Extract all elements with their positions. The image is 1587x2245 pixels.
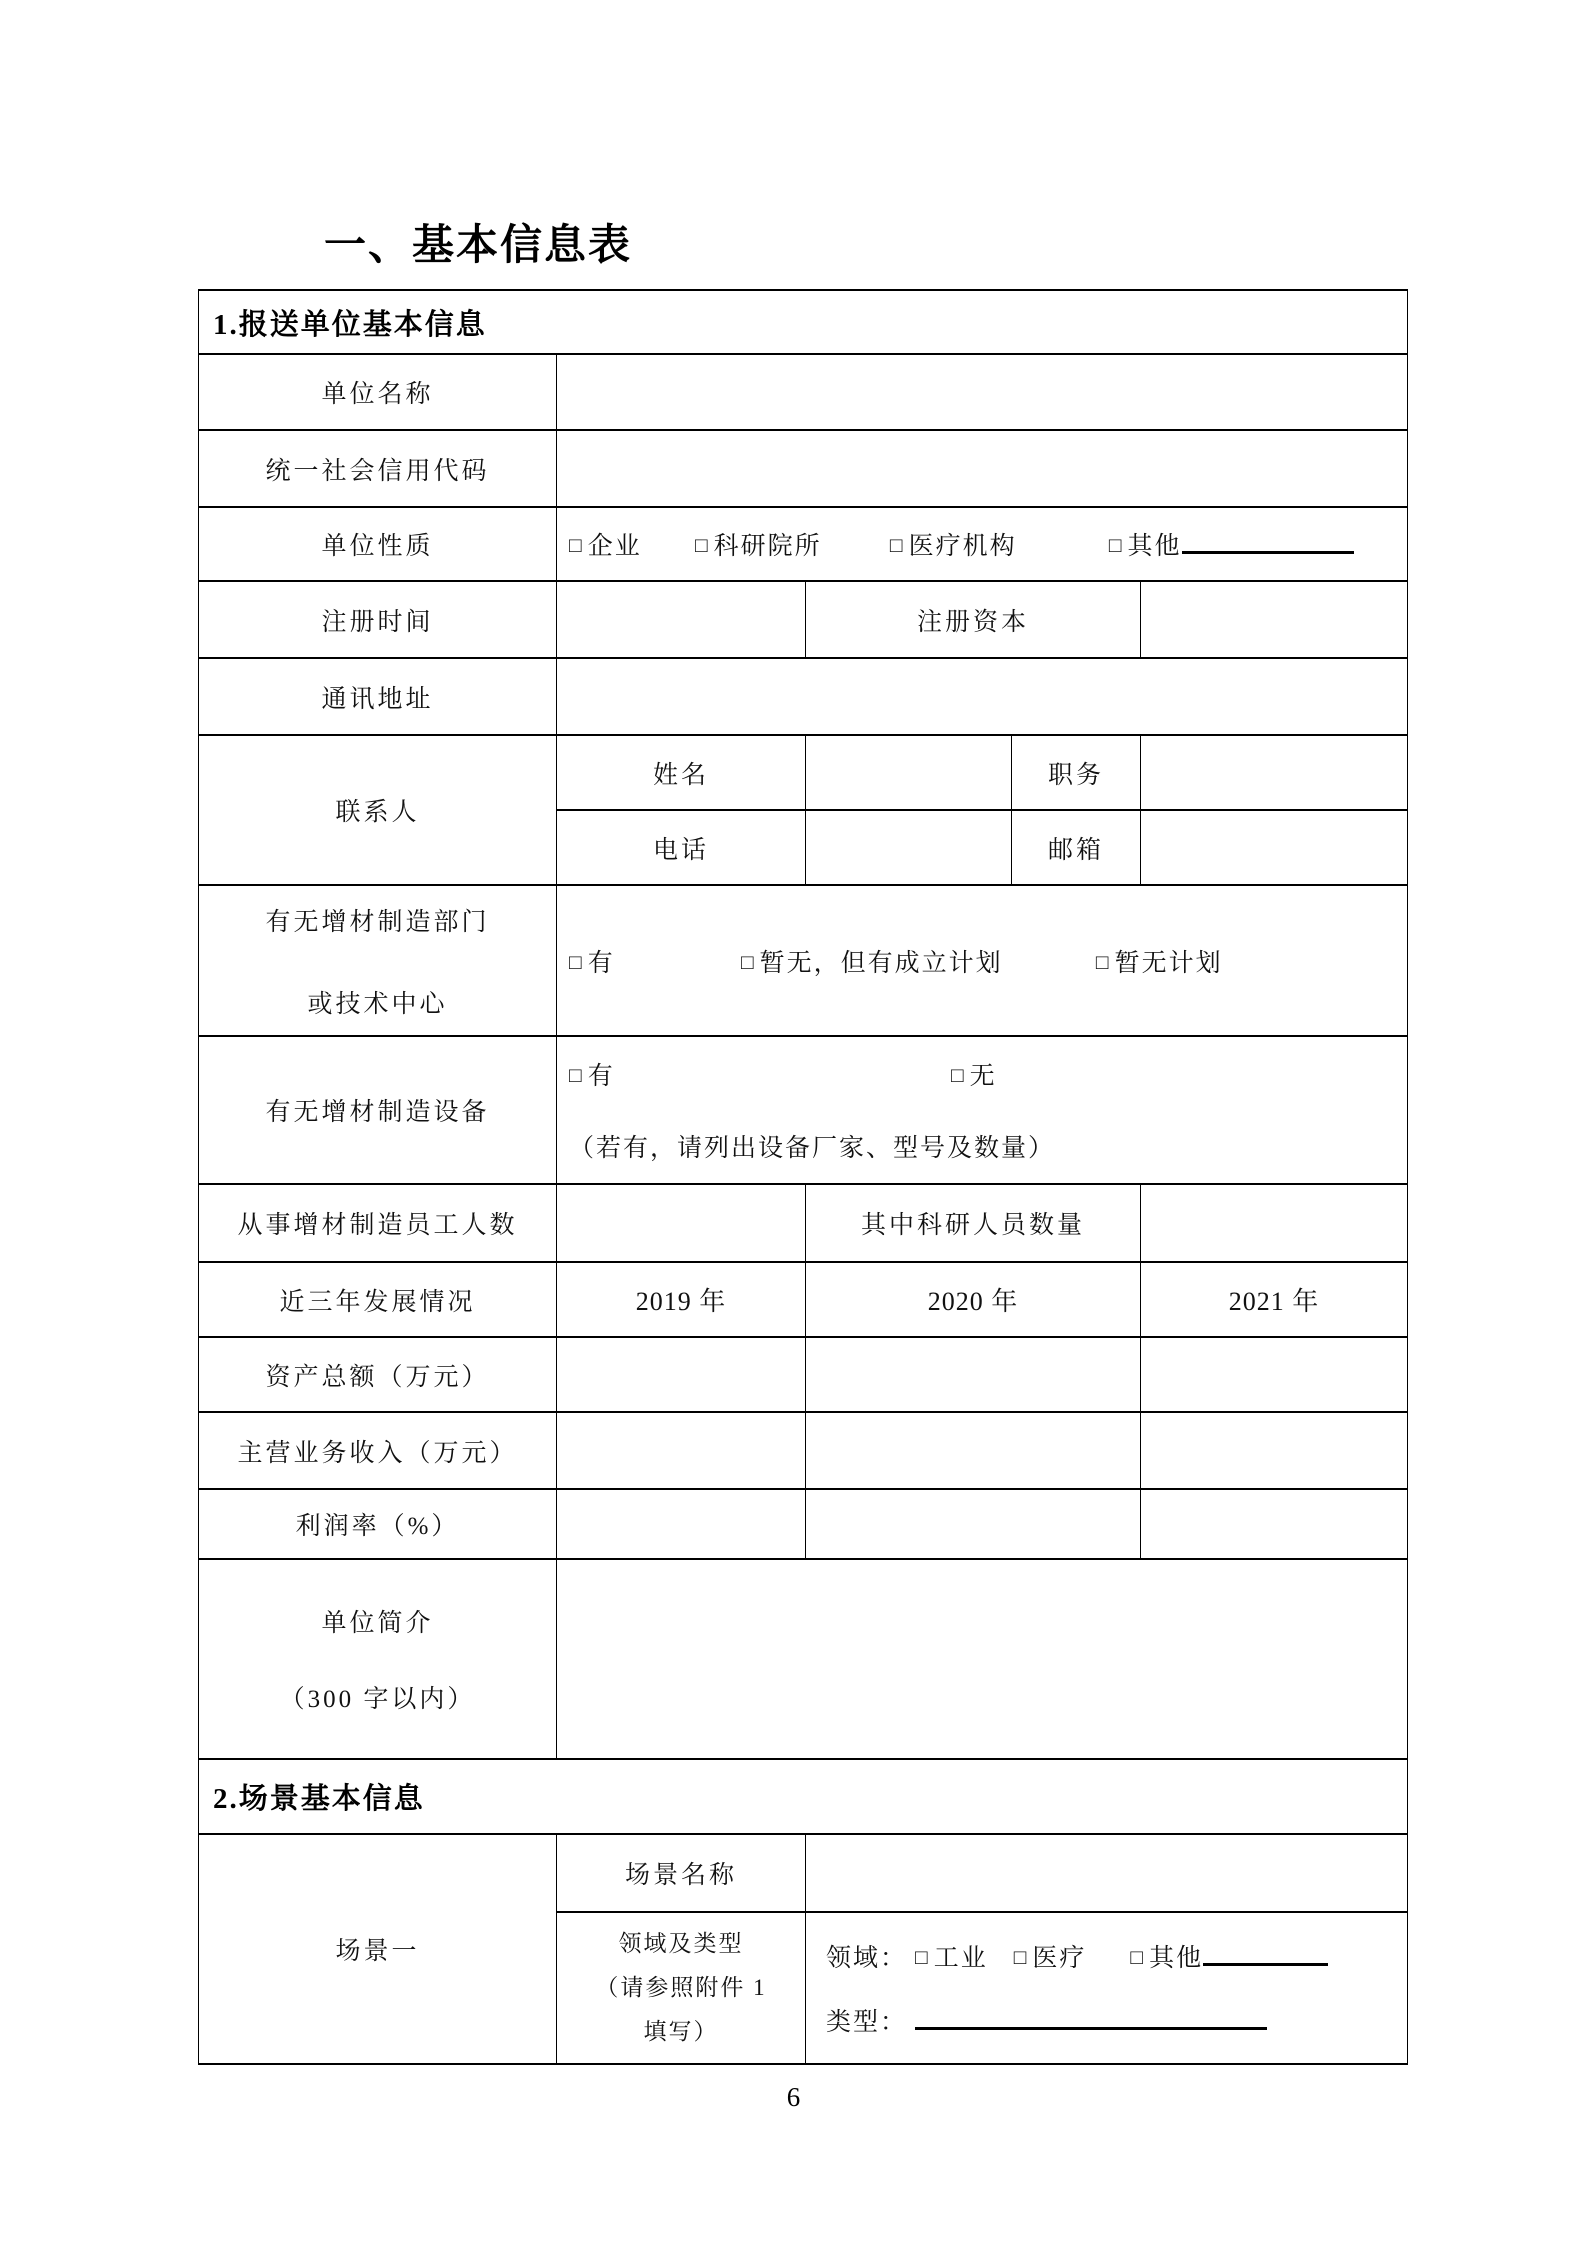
checkbox-option-industry[interactable] <box>915 1945 988 1972</box>
checkbox-option-planned-dept[interactable] <box>741 950 1003 977</box>
profit-2019-input-cell[interactable] <box>557 1489 806 1559</box>
option-label: 有 <box>587 949 615 977</box>
revenue-2019-input-cell[interactable] <box>557 1412 806 1489</box>
domain-label: 领域： <box>826 1945 908 1972</box>
checkbox-icon[interactable]: □ <box>740 949 756 974</box>
checkbox-option-has-equipment[interactable] <box>569 1063 615 1090</box>
row-credit-code <box>199 430 1408 507</box>
fill-in-blank-line[interactable] <box>1182 527 1354 554</box>
reg-time-input-cell[interactable] <box>557 581 806 658</box>
contact-name-label: 姓名 <box>557 735 806 810</box>
row-revenue <box>199 1412 1408 1489</box>
assets-label: 资产总额（万元） <box>199 1337 557 1412</box>
equipment-note: （若有，请列出设备厂家、型号及数量） <box>569 1135 1056 1162</box>
contact-title-input-cell[interactable] <box>1141 735 1408 810</box>
row-equipment <box>199 1036 1408 1184</box>
assets-2020-input-cell[interactable] <box>806 1337 1141 1412</box>
checkbox-option-other[interactable] <box>1109 533 1182 560</box>
checkbox-option-medical-institution[interactable] <box>890 533 1017 560</box>
staff-count-label: 从事增材制造员工人数 <box>199 1184 557 1262</box>
scene-name-label: 场景名称 <box>557 1834 806 1912</box>
contact-phone-input-cell[interactable] <box>806 810 1012 885</box>
checkbox-icon[interactable]: □ <box>569 949 584 974</box>
row-department <box>199 885 1408 1036</box>
research-count-input-cell[interactable] <box>1141 1184 1408 1262</box>
checkbox-option-has-dept[interactable] <box>569 950 615 977</box>
row-unit-nature <box>199 507 1408 581</box>
row-section2-header <box>199 1759 1408 1834</box>
contact-phone-label: 电话 <box>557 810 806 885</box>
checkbox-icon[interactable]: □ <box>569 533 584 557</box>
department-label-line1: 有无增材制造部门 <box>265 908 490 936</box>
row-recent-development <box>199 1262 1408 1337</box>
row-unit-intro <box>199 1559 1408 1759</box>
fill-in-blank-line[interactable] <box>1203 1939 1328 1966</box>
contact-label: 联系人 <box>199 735 557 885</box>
option-label: 有 <box>587 1063 615 1090</box>
page-number: 6 <box>786 2082 801 2112</box>
option-label: 科研院所 <box>713 533 822 560</box>
equipment-options-line <box>569 1056 1407 1092</box>
scene-type-label-line2: （请参照附件 1 <box>595 1975 767 2000</box>
type-label: 类型： <box>826 2009 908 2036</box>
scene-type-line <box>826 2002 1407 2038</box>
scene-domain-line <box>826 1938 1407 1974</box>
unit-intro-label-line1: 单位简介 <box>321 1610 434 1637</box>
option-label: 其他 <box>1127 533 1182 560</box>
fill-in-blank-line[interactable] <box>915 2003 1267 2030</box>
row-section1-header <box>199 290 1408 354</box>
research-count-label: 其中科研人员数量 <box>806 1184 1141 1262</box>
checkbox-icon[interactable]: □ <box>1095 949 1111 974</box>
option-label: 企业 <box>587 533 642 560</box>
address-input-cell[interactable] <box>557 658 1408 735</box>
section2-header: 2.场景基本信息 <box>199 1759 1408 1834</box>
year-2021-label: 2021 年 <box>1141 1262 1408 1337</box>
unit-intro-input-cell[interactable] <box>557 1559 1408 1759</box>
reg-capital-label: 注册资本 <box>806 581 1141 658</box>
scene-type-label <box>557 1912 806 2064</box>
checkbox-option-research-institute[interactable] <box>695 533 822 560</box>
year-2019-label: 2019 年 <box>557 1262 806 1337</box>
assets-2021-input-cell[interactable] <box>1141 1337 1408 1412</box>
contact-title-label: 职务 <box>1012 735 1141 810</box>
address-label: 通讯地址 <box>199 658 557 735</box>
staff-count-input-cell[interactable] <box>557 1184 806 1262</box>
scene-domain-type-cell <box>806 1912 1408 2064</box>
unit-intro-label <box>199 1559 557 1759</box>
scene1-label: 场景一 <box>199 1834 557 2064</box>
revenue-2021-input-cell[interactable] <box>1141 1412 1408 1489</box>
unit-nature-options-cell <box>557 507 1408 581</box>
scene-name-input-cell[interactable] <box>806 1834 1408 1912</box>
contact-name-input-cell[interactable] <box>806 735 1012 810</box>
reg-time-label: 注册时间 <box>199 581 557 658</box>
checkbox-icon[interactable]: □ <box>915 1945 930 1969</box>
credit-code-input-cell[interactable] <box>557 430 1408 507</box>
row-address <box>199 658 1408 735</box>
equipment-options-cell <box>557 1036 1408 1184</box>
contact-email-input-cell[interactable] <box>1141 810 1408 885</box>
department-label-line2: 或技术中心 <box>307 990 448 1018</box>
checkbox-icon[interactable]: □ <box>889 533 905 557</box>
row-staff-count <box>199 1184 1408 1262</box>
revenue-label: 主营业务收入（万元） <box>199 1412 557 1489</box>
checkbox-option-enterprise[interactable] <box>569 533 642 560</box>
section1-header: 1.报送单位基本信息 <box>199 290 1408 354</box>
profit-2020-input-cell[interactable] <box>806 1489 1141 1559</box>
checkbox-icon[interactable]: □ <box>1108 533 1124 557</box>
checkbox-icon[interactable]: □ <box>694 533 710 557</box>
option-label: 无 <box>969 1063 997 1090</box>
row-scene-name <box>199 1834 1408 1912</box>
option-label: 其他 <box>1149 1945 1204 1972</box>
profit-2021-input-cell[interactable] <box>1141 1489 1408 1559</box>
profit-rate-label: 利润率（%） <box>199 1489 557 1559</box>
option-label: 暂无，但有成立计划 <box>759 949 1003 977</box>
reg-capital-input-cell[interactable] <box>1141 581 1408 658</box>
option-label: 暂无计划 <box>1114 949 1223 977</box>
credit-code-label: 统一社会信用代码 <box>199 430 557 507</box>
row-profit-rate <box>199 1489 1408 1559</box>
checkbox-icon[interactable]: □ <box>1130 1945 1146 1969</box>
row-assets <box>199 1337 1408 1412</box>
recent-dev-label: 近三年发展情况 <box>199 1262 557 1337</box>
contact-email-label: 邮箱 <box>1012 810 1141 885</box>
unit-name-input-cell[interactable] <box>557 354 1408 430</box>
row-unit-name <box>199 354 1408 430</box>
scene-type-label-line3: 填写） <box>643 2019 719 2044</box>
row-registration <box>199 581 1408 658</box>
scene-type-label-line1: 领域及类型 <box>618 1931 744 1956</box>
page-title: 一、基本信息表 <box>324 221 633 268</box>
option-label: 工业 <box>933 1945 988 1972</box>
department-label <box>199 885 557 1036</box>
department-options-cell <box>557 885 1408 1036</box>
checkbox-option-medical[interactable] <box>1014 1945 1087 1972</box>
unit-name-label: 单位名称 <box>199 354 557 430</box>
assets-2019-input-cell[interactable] <box>557 1337 806 1412</box>
basic-info-table <box>198 289 1408 2065</box>
checkbox-icon[interactable]: □ <box>1013 1945 1029 1969</box>
unit-nature-label: 单位性质 <box>199 507 557 581</box>
checkbox-option-no-dept-plan[interactable] <box>1096 950 1223 977</box>
checkbox-icon[interactable]: □ <box>950 1063 966 1087</box>
checkbox-icon[interactable]: □ <box>569 1063 584 1087</box>
checkbox-option-no-equipment[interactable] <box>951 1063 997 1090</box>
option-label: 医疗 <box>1032 1945 1087 1972</box>
unit-intro-label-line2: （300 字以内） <box>279 1686 476 1713</box>
checkbox-option-domain-other[interactable] <box>1130 1945 1203 1972</box>
option-label: 医疗机构 <box>908 533 1017 560</box>
year-2020-label: 2020 年 <box>806 1262 1141 1337</box>
revenue-2020-input-cell[interactable] <box>806 1412 1141 1489</box>
equipment-label: 有无增材制造设备 <box>199 1036 557 1184</box>
row-contact-name <box>199 735 1408 810</box>
